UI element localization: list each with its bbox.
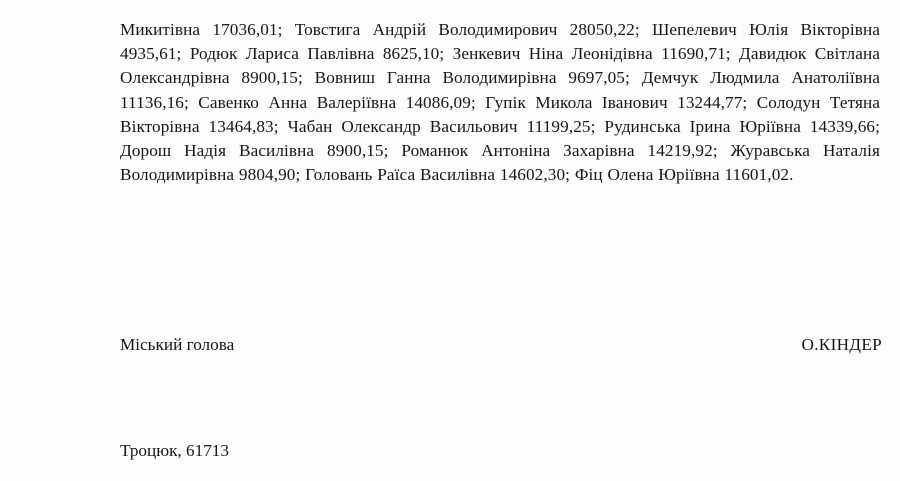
signature-title: Міський голова (120, 335, 235, 354)
document-body (120, 18, 880, 187)
signature-name: О.КІНДЕР (801, 335, 882, 354)
body-paragraph: Микитівна 17036,01; Товстига Андрій Володимирович 28050,22; Шепелевич Юлія Вікторівна 4935,61; Родюк Лариса Павлівна 8625,10; Зенкевич Ніна Леонідівна 11690,71; Давидюк Світлана Олександрівна 8900,15; Вовниш Ганна Володимирівна 9697,05; Демчук Людмила Анатоліївна 11136,16; Савенко Анна Валеріївна 14086,09; Гупік Микола Іванович 13244,77; Солодун Тетяна Вікторівна 13464,83; Чабан Олександр Васильович 11199,25; Рудинська Ірина Юріївна 14339,66; Дорош Надія Василівна 8900,15; Романюк Антоніна Захарівна 14219,92; Журавська Наталія Володимирівна 9804,90; Головань Раїса Василівна 14602,30; Фіц Олена Юріївна 11601,02. (120, 20, 880, 185)
footer-note: Троцюк, 61713 (120, 441, 229, 460)
signature-block (120, 334, 882, 356)
